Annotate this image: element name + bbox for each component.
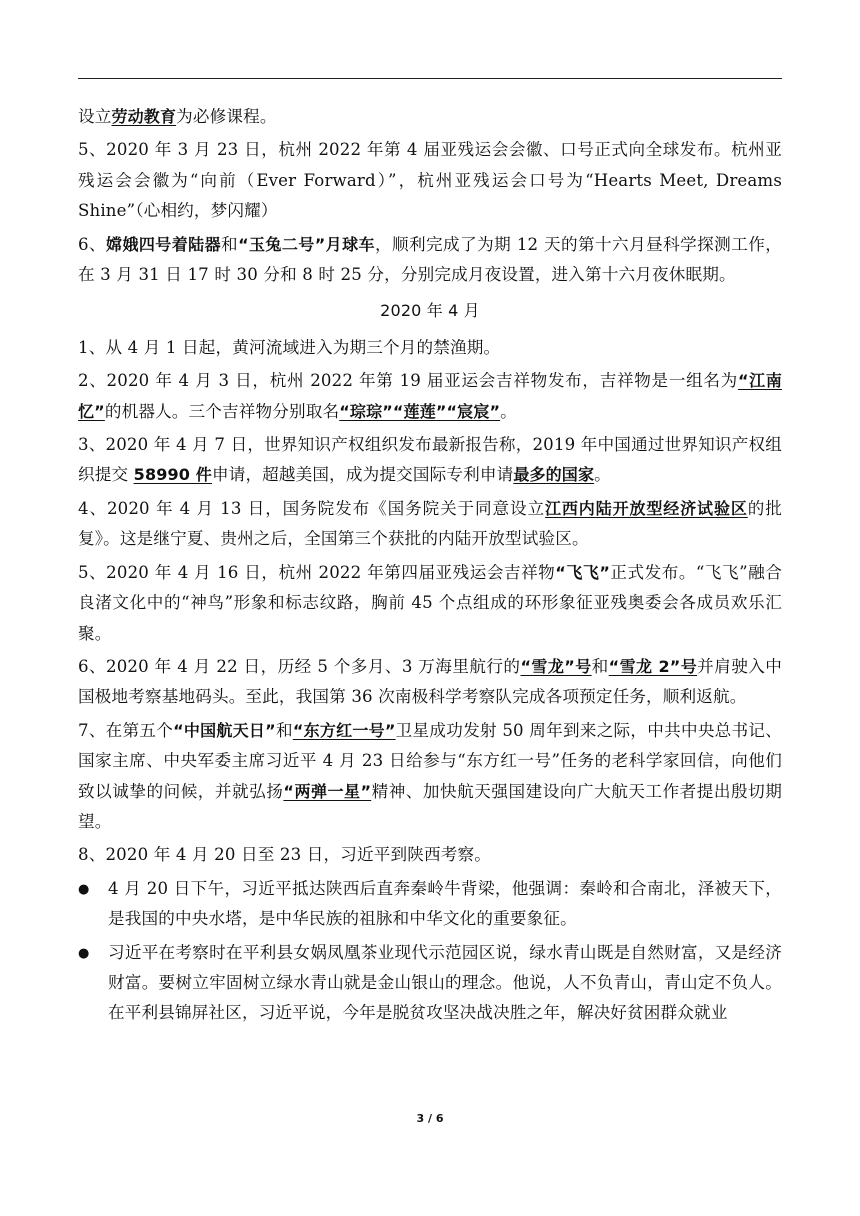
text-run: ，顺利完成了为期 12 天的第十六月昼科学探测工作，在 3 月 31 日 17 时 30 分和 8 时 25 分，分别完成月夜设置，进入第十六月夜休眠期。 bbox=[78, 234, 782, 285]
bullet-text: 4 月 20 日下午，习近平抵达陕西后直奔秦岭牛背梁，他强调：秦岭和合南北，泽被天下，是我国的中央水塔，是中华民族的祖脉和中华文化的重要象征。 bbox=[108, 878, 782, 929]
list-item-april-5 bbox=[78, 558, 782, 649]
text-run: 5、2020 年 4 月 16 日，杭州 2022 年第四届亚残运会吉祥物 bbox=[78, 562, 556, 582]
text-run: 7、在第五个 bbox=[78, 720, 174, 740]
text-run: 正式发布。“飞飞”融合良渚文化中的“神鸟”形象和标志纹路，胸前 45 个点组成的环形象征亚残奥委会各成员欢乐汇聚。 bbox=[78, 562, 782, 643]
emphasis-patent-count: 58990 件 bbox=[133, 465, 212, 485]
emphasis-mascot-group: “江南忆” bbox=[78, 371, 782, 421]
bullet-item bbox=[78, 874, 782, 935]
text-run: 和 bbox=[275, 720, 293, 740]
text-run: 6、 bbox=[78, 234, 107, 254]
emphasis-xuelong-2: “雪龙 2”号 bbox=[608, 656, 698, 676]
list-item-april-4 bbox=[78, 494, 782, 555]
text-run: 为必修课程。 bbox=[176, 107, 277, 126]
header-rule bbox=[78, 78, 782, 79]
list-item-april-7 bbox=[78, 716, 782, 838]
text-run: 2、2020 年 4 月 3 日，杭州 2022 年第 19 届亚运会吉祥物发布，吉祥物是一组名为 bbox=[78, 371, 738, 391]
text-run: 申请，超越美国，成为提交国际专利申请 bbox=[211, 465, 514, 485]
bullet-item bbox=[78, 938, 782, 1029]
text-run: 的批复》。这是继宁夏、贵州之后，全国第三个获批的内陆开放型试验区。 bbox=[78, 498, 782, 549]
list-item-march-5: 5、2020 年 3 月 23 日，杭州 2022 年第 4 届亚残运会会徽、口号正式向全球发布。杭州亚残运会会徽为“向前（Ever Forward）”，杭州亚残运会口号为“Hearts Meet, Dreams Shine”（心相约，梦闪耀） bbox=[78, 140, 782, 221]
emphasis-two-bombs: “两弹一星” bbox=[283, 781, 372, 801]
text-run: 。 bbox=[500, 401, 517, 421]
list-item-april-2 bbox=[78, 366, 782, 427]
text-run: 和 bbox=[591, 656, 609, 676]
text-run: 4、2020 年 4 月 13 日，国务院发布《国务院关于同意设立 bbox=[78, 498, 546, 518]
list-item-april-3 bbox=[78, 430, 782, 491]
list-item-april-6 bbox=[78, 652, 782, 713]
emphasis-space-day: “中国航天日” bbox=[173, 720, 276, 740]
text-run: 6、2020 年 4 月 22 日，历经 5 个多月、3 万海里航行的 bbox=[78, 656, 521, 676]
emphasis-rover: “玉兔二号”月球车 bbox=[238, 234, 375, 254]
text-run: 3、2020 年 4 月 7 日，世界知识产权组织发布最新报告称，2019 年中国通过世界知识产权组织提交 bbox=[78, 435, 782, 485]
list-item-april-8: 8、2020 年 4 月 20 日至 23 日，习近平到陕西考察。 bbox=[78, 845, 491, 865]
paragraph-continued bbox=[78, 102, 782, 132]
list-item-march-6 bbox=[78, 230, 782, 291]
emphasis-lander: 嫦娥四号着陆器 bbox=[106, 234, 222, 254]
text-run: 和 bbox=[221, 234, 239, 254]
emphasis-feifei: “飞飞” bbox=[555, 562, 611, 582]
bullet-dot-icon: ● bbox=[78, 945, 90, 961]
document-body bbox=[78, 102, 782, 1032]
emphasis-labor-education: 劳动教育 bbox=[111, 107, 177, 126]
month-heading: 2020 年 4 月 bbox=[380, 301, 480, 321]
text-run: 设立 bbox=[78, 107, 112, 126]
text-run: 卫星成功发射 50 周年到来之际，中共中央总书记、国家主席、中央军委主席习近平 4 月 23 日给参与“东方红一号”任务的老科学家回信，向他们致以诚挚的问候，并就弘扬 bbox=[78, 720, 782, 801]
page-number: 3 / 6 bbox=[416, 1112, 444, 1125]
emphasis-most-countries: 最多的国家 bbox=[513, 465, 595, 485]
emphasis-xuelong: “雪龙”号 bbox=[520, 656, 592, 676]
text-run: 的机器人。三个吉祥物分别取名 bbox=[104, 401, 340, 421]
bullet-text: 习近平在考察时在平利县女娲凤凰茶业现代示范园区说，绿水青山既是自然财富，又是经济财富。要树立牢固树立绿水青山就是金山银山的理念。他说，人不负青山，青山定不负人。在平利县锦屏社区，习近平说，今年是脱贫攻坚决战决胜之年，解决好贫困群众就业 bbox=[108, 942, 782, 1023]
emphasis-mascot-names: “琮琮”“莲莲”“宸宸” bbox=[339, 401, 501, 421]
emphasis-jiangxi-zone: 江西内陆开放型经济试验区 bbox=[545, 498, 748, 518]
emphasis-dongfanghong: “东方红一号” bbox=[292, 720, 396, 740]
list-item-april-1: 1、从 4 月 1 日起，黄河流域进入为期三个月的禁渔期。 bbox=[78, 337, 501, 357]
text-run: 。 bbox=[594, 465, 611, 485]
text-run: 并肩驶入中国极地考察基地码头。至此，我国第 36 次南极科学考察队完成各项预定任务，顺利返航。 bbox=[78, 656, 782, 707]
bullet-dot-icon: ● bbox=[78, 881, 90, 897]
text-run: 精神、加快航天强国建设向广大航天工作者提出殷切期望。 bbox=[78, 781, 782, 831]
